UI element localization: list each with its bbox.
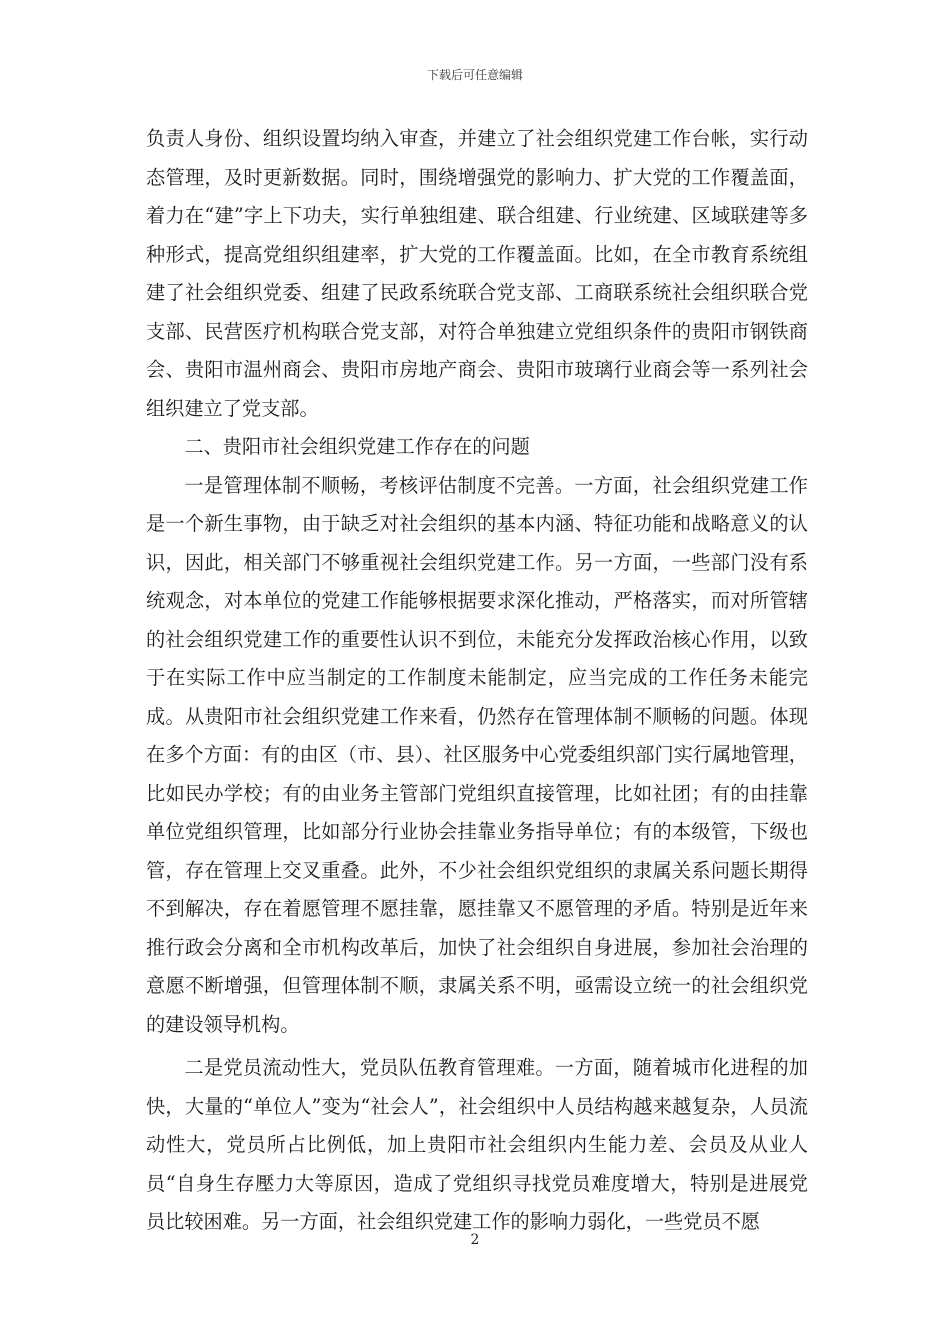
page-header-note: 下载后可任意编辑 <box>426 68 523 82</box>
page-number: 2 <box>470 1232 480 1248</box>
section-heading: 二、贵阳市社会组织党建工作存在的问题 <box>184 435 530 458</box>
paragraph-management-system: 一是管理体制不顺畅，考核评估制度不完善。一方面，社会组织党建工作是一个新生事物，由于缺乏对社会组织的基本内涵、特征功能和战略意义的认识，因此，相关部门不够重视社会组织党建工作。另一方面，一些部门没有系统观念，对本单位的党建工作能够根据要求深化推动，严格落实，而对所管辖的社会组织党建工作的重要性认识不到位，未能充分发挥政治核心作用，以致于在实际工作中应当制定的工作制度未能制定，应当完成的工作任务未能完成。从贵阳市社会组织党建工作来看，仍然存在管理体制不顺畅的问题。体现在多个方面：有的由区（市、县）、社区服务中心党委组织部门实行属地管理，比如民办学校；有的由业务主管部门党组织直接管理，比如社团；有的由挂靠单位党组织管理，比如部分行业协会挂靠业务指导单位；有的本级管，下级也管，存在管理上交叉重叠。此外，不少社会组织党组织的隶属关系问题长期得不到解决，存在着愿管理不愿挂靠，愿挂靠又不愿管理的矛盾。特别是近年来推行政会分离和全市机构改革后，加快了社会组织自身进展，参加社会治理的意愿不断增强，但管理体制不顺，隶属关系不明，亟需设立统一的社会组织党的建设领导机构。 <box>146 473 808 1036</box>
paragraph-member-mobility: 二是党员流动性大，党员队伍教育管理难。一方面，随着城市化进程的加快，大量的“单位人”变为“社会人”，社会组织中人员结构越来越复杂，人员流动性大，党员所占比例低，加上贵阳市社会组织内生能力差、会员及从业人员“自身生存壓力大等原因，造成了党组织寻找党员难度增大，特别是进展党员比较困难。另一方面，社会组织党建工作的影响力弱化，一些党员不愿 <box>146 1056 808 1233</box>
paragraph-continuation: 负责人身份、组织设置均纳入审查，并建立了社会组织党建工作台帐，实行动态管理，及时更新数据。同时，围绕增强党的影响力、扩大党的工作覆盖面，着力在“建”字上下功夫，实行单独组建、联合组建、行业统建、区域联建等多种形式，提高党组织组建率，扩大党的工作覆盖面。比如，在全市教育系统组建了社会组织党委、组建了民政系统联合党支部、工商联系统社会组织联合党支部、民营医疗机构联合党支部，对符合单独建立党组织条件的贵阳市钢铁商会、贵阳市温州商会、贵阳市房地产商会、贵阳市玻璃行业商会等一系列社会组织建立了党支部。 <box>146 127 808 420</box>
document-body <box>146 120 808 1242</box>
